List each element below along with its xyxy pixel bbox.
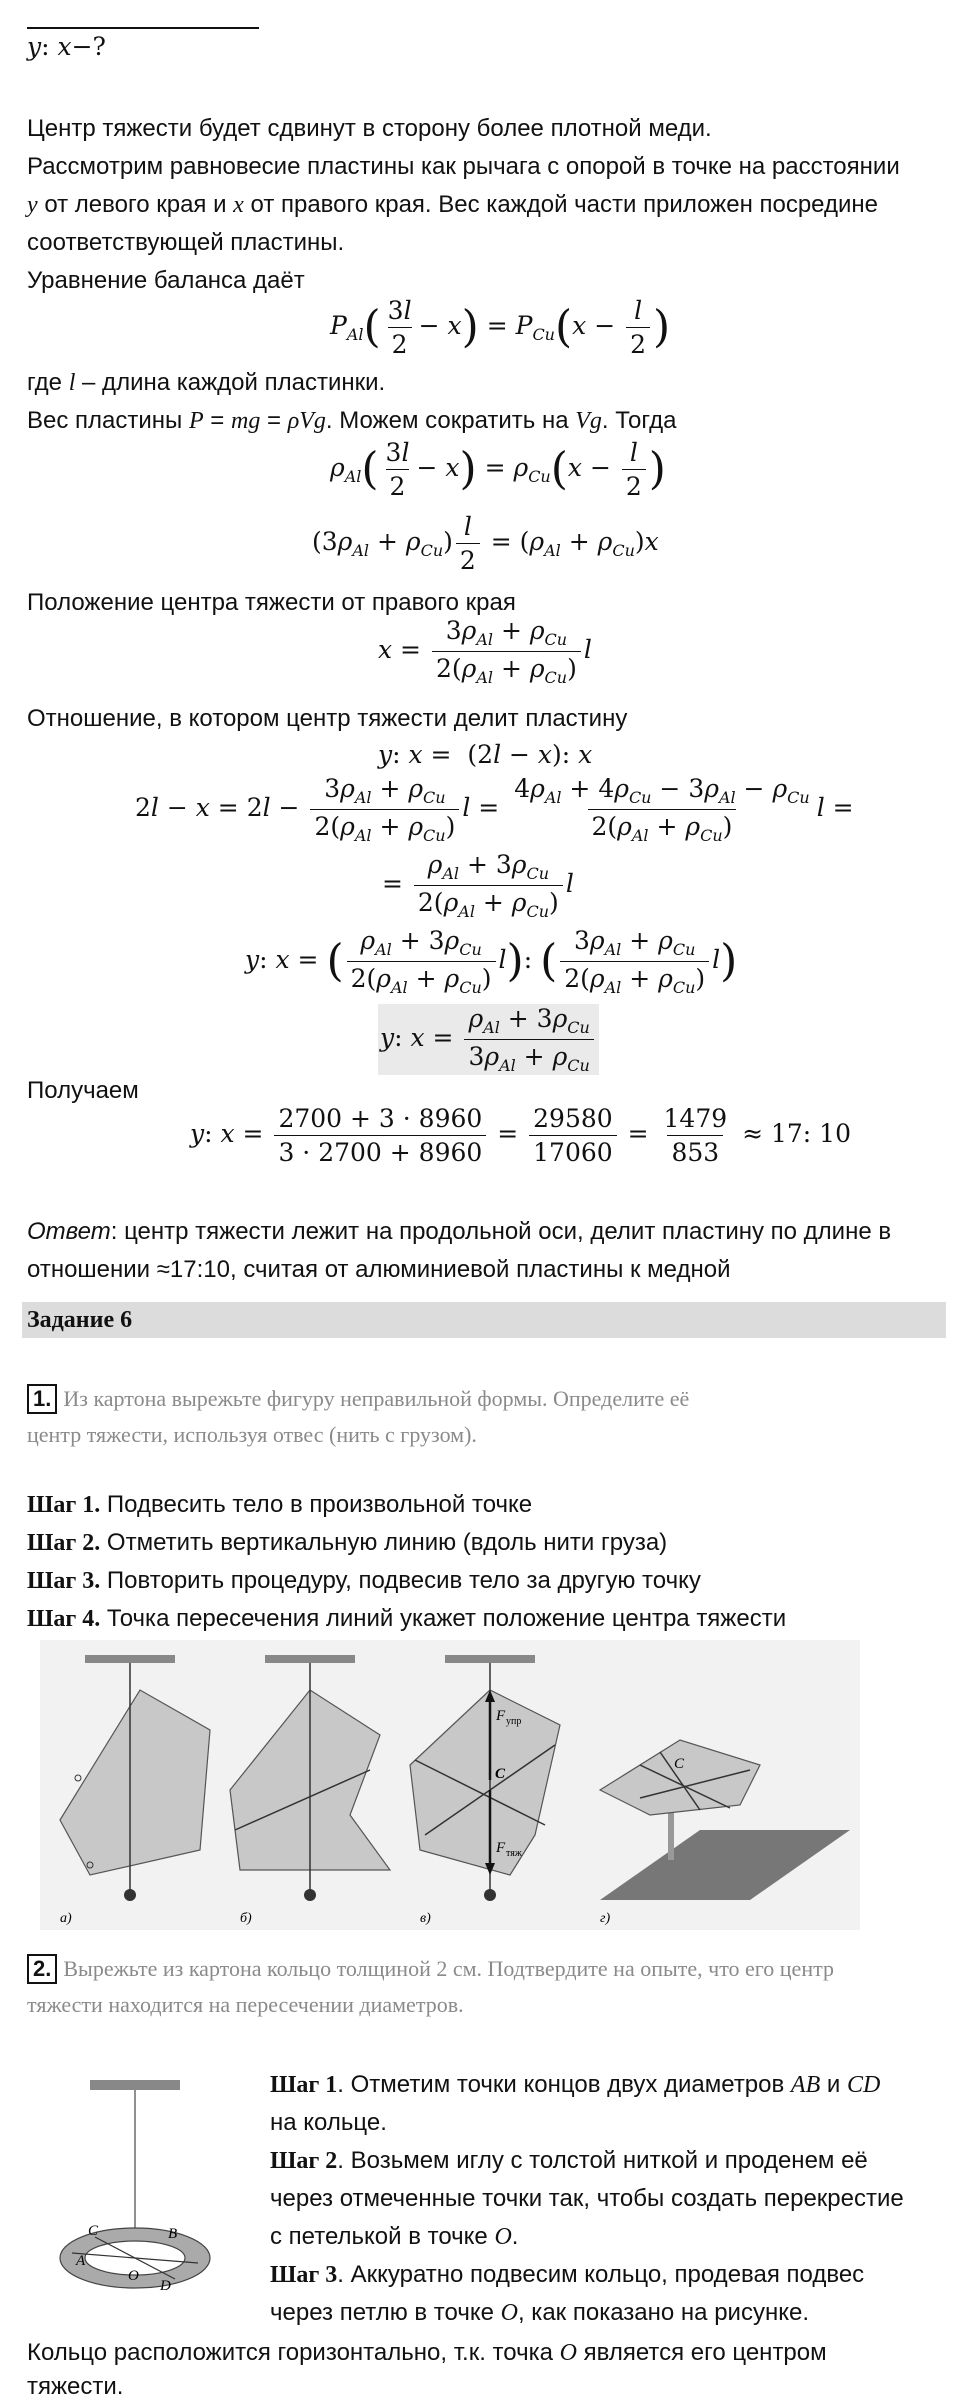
ring-step-2b: через отмеченные точки так, чтобы создать перекрестие — [270, 2185, 904, 2212]
equation-x: x = $\frac{3\rho_{Al} + \rho_{Cu}}{2(\rho_{Al} + \rho_{Cu})}$ l — [378, 616, 592, 687]
balance-text: Уравнение баланса даёт — [27, 267, 305, 294]
equation-ratio-result: y: x = $\frac{\rho_{Al} + 3\rho_{Cu}}{3\rho_{Al} + \rho_{Cu}}$ — [378, 1004, 599, 1075]
intro-line-1: Центр тяжести будет сдвинут в сторону более плотной меди. — [27, 115, 712, 142]
given-question: y: x−? — [27, 32, 106, 61]
svg-text:C: C — [88, 2223, 99, 2239]
equation-2l-minus-x: 2l − x = 2l − $\frac{3\rho_{Al} + \rho_{Cu}}{2(\rho_{Al} + \rho_{Cu})}$ l = $\frac{4\rho_{Al} + 4\rho_{Cu} - 3\rho_{Al} - \rho_{Cu}}{2(\rho_{Al} + \rho_{Cu})}$ l = — [135, 774, 854, 845]
intro-line-2: Рассмотрим равновесие пластины как рычага с опорой в точке на расстоянии — [27, 153, 900, 180]
ring-step-2a: Шаг 2. Возьмем иглу с толстой ниткой и проденем её — [270, 2147, 868, 2174]
equation-balance: $P_{Al}$( $\frac{3l}{2}$ − $x) = P_{Cu}(x$ − $\frac{l}{2}$ ) — [330, 296, 671, 359]
q1-number: 1. — [27, 1384, 57, 1414]
ring-step-3a: Шаг 3. Аккуратно подвесим кольцо, продевая подвес — [270, 2261, 865, 2288]
equation-simplified: = $\frac{\rho_{Al} + 3\rho_{Cu}}{2(\rho_{Al} + \rho_{Cu})}$ l — [382, 850, 574, 921]
q2-line-1: 2. Вырежьте из картона кольцо толщиной 2 см. Подтвердите на опыте, что его центр — [27, 1950, 834, 1988]
q1-line-2: центр тяжести, используя отвес (нить с грузом). — [27, 1422, 477, 1447]
step-4: Шаг 4. Точка пересечения линий укажет положение центра тяжести — [27, 1605, 787, 1632]
step-1: Шаг 1. Подвесить тело в произвольной точке — [27, 1491, 533, 1518]
result-text: Получаем — [27, 1077, 139, 1104]
equation-density: $\rho_{Al}$( $\frac{3l}{2}$ − $x) = \rho_{Cu}(x$ − $\frac{l}{2}$ ) — [330, 438, 666, 501]
ring-step-1a: Шаг 1. Отметим точки концов двух диаметров AB и CD — [270, 2071, 881, 2098]
equation-expanded: $(3\rho_{Al} + \rho_{Cu})$ $\frac{l}{2}$ = $(\rho_{Al} + \rho_{Cu})x$ — [312, 512, 659, 575]
ratio-text: Отношение, в котором центр тяжести делит пластину — [27, 705, 628, 732]
ring-step-1b: на кольце. — [270, 2109, 387, 2136]
svg-text:B: B — [168, 2226, 178, 2242]
conclusion-line-1: Кольцо расположится горизонтально, т.к. точка O является его центром — [27, 2339, 827, 2366]
answer-line-2: отношении ≈17:10, считая от алюминиевой пластины к медной — [27, 1256, 731, 1283]
answer-line-1: Ответ: центр тяжести лежит на продольной оси, делит пластину по длине в — [27, 1218, 892, 1245]
q2-number: 2. — [27, 1954, 57, 1984]
svg-text:б): б) — [240, 1911, 252, 1926]
cg-position-text: Положение центра тяжести от правого края — [27, 589, 516, 616]
svg-text:C: C — [674, 1756, 685, 1772]
step-2: Шаг 2. Отметить вертикальную линию (вдоль нити груза) — [27, 1529, 668, 1556]
svg-text:г): г) — [600, 1911, 611, 1926]
svg-text:в): в) — [420, 1911, 431, 1926]
task6-title: Задание 6 — [27, 1307, 133, 1333]
svg-text:O: O — [128, 2268, 139, 2284]
svg-text:F: F — [496, 1840, 506, 1856]
weight-text: Вес пластины P = mg = ρVg. Можем сократить на Vg. Тогда — [27, 407, 677, 434]
equation-ratio: y: x = ( $\frac{\rho_{Al} + 3\rho_{Cu}}{2(\rho_{Al} + \rho_{Cu})}$ l): ( $\frac{3\rho_{Al} + \rho_{Cu}}{2(\rho_{Al} + \rho_{Cu})}$ l) — [245, 926, 738, 997]
ring-step-2c: с петелькой в точке O. — [270, 2223, 519, 2250]
ring-figure — [50, 2065, 250, 2310]
svg-text:C: C — [495, 1766, 506, 1782]
svg-text:A: A — [76, 2253, 86, 2269]
given-rule — [27, 27, 259, 29]
task6-header-bar — [22, 1302, 946, 1338]
q1-line-1: 1. Из картона вырежьте фигуру неправильной формы. Определите её — [27, 1380, 689, 1418]
intro-line-4: соответствующей пластины. — [27, 229, 345, 256]
svg-text:а): а) — [60, 1911, 72, 1926]
svg-text:F: F — [496, 1708, 506, 1724]
conclusion-line-2: тяжести. — [27, 2373, 124, 2400]
intro-line-3: y от левого края и x от правого края. Вес каждой части приложен посредине — [27, 191, 879, 218]
q2-line-2: тяжести находится на пересечении диаметров. — [27, 1992, 464, 2017]
step-3: Шаг 3. Повторить процедуру, подвесив тело за другую точку — [27, 1567, 701, 1594]
svg-text:D: D — [160, 2278, 171, 2294]
equation-numeric: y: x = $\frac{2700 + 3 \cdot 8960}{3 \cdot 2700 + 8960}$ = $\frac{29580}{17060}$ = $\frac{1479}{853}$ ≈ 17: 10 — [190, 1104, 851, 1167]
svg-text:тяж: тяж — [506, 1848, 522, 1859]
svg-text:упр: упр — [506, 1716, 522, 1727]
where-l-text: где l – длина каждой пластинки. — [27, 369, 386, 396]
equation-ratio-def: y: x = (2l − x): x — [378, 740, 593, 769]
ring-step-3b: через петлю в точке O, как показано на рисунке. — [270, 2299, 809, 2326]
plumb-line-figure — [40, 1640, 860, 1930]
